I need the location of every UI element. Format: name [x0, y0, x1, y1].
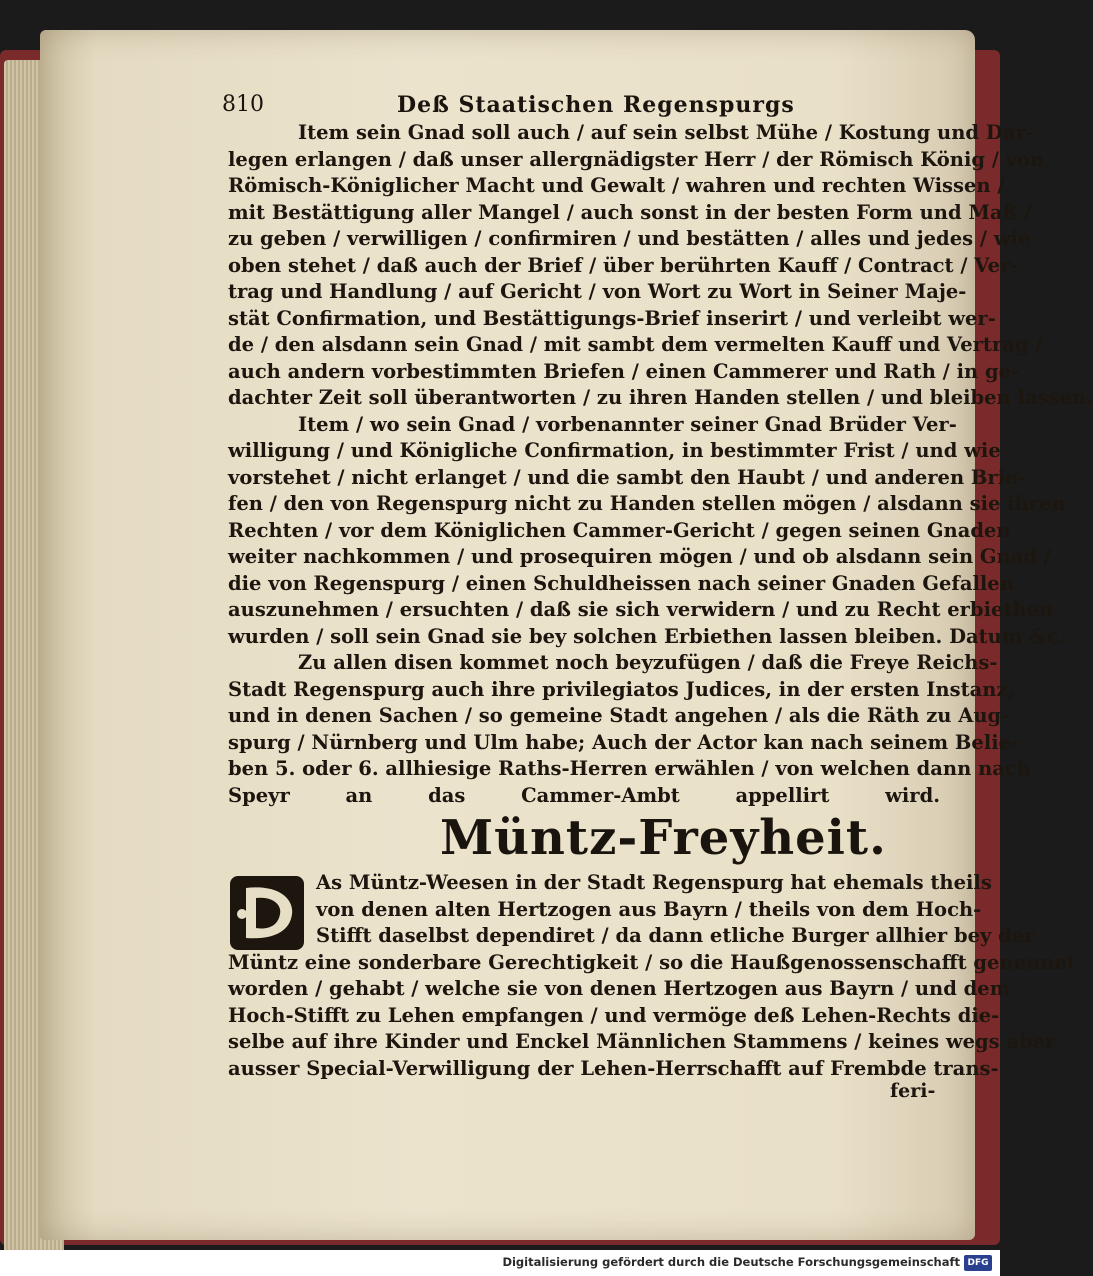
text-line: Zu allen disen kommet noch beyzufügen / daß die Freye Reichs-	[298, 651, 998, 674]
running-head: Deß Staatischen Regenspurgs	[397, 92, 795, 118]
text-line: Item sein Gnad soll auch / auf sein selbst Mühe / Kostung und Dar-	[298, 121, 1034, 144]
text-line: und in denen Sachen / so gemeine Stadt angehen / als die Räth zu Aug-	[228, 704, 1010, 727]
text-line: Müntz eine sonderbare Gerechtigkeit / so die Haußgenossenschafft genennet	[228, 950, 1076, 974]
text-line: wurden / soll sein Gnad sie bey solchen Erbiethen lassen bleiben. Datum &c.	[228, 624, 1066, 648]
footer-text: Digitalisierung gefördert durch die Deutsche Forschungsgemeinschaft	[502, 1255, 960, 1269]
catchword: feri-	[890, 1080, 936, 1102]
paragraph-3	[228, 650, 1031, 809]
text-line: zu geben / verwilligen / confirmiren / und bestätten / alles und jedes / wie	[228, 227, 1031, 250]
text-line: Stifft daselbst dependiret / da dann etliche Burger allhier bey der	[316, 924, 1035, 947]
paragraph-1	[228, 120, 1093, 412]
text-line: vorstehet / nicht erlanget / und die sambt den Haubt / und anderen Brie-	[228, 465, 1026, 489]
text-line: As Müntz-Weesen in der Stadt Regenspurg hat ehemals theils	[316, 871, 992, 894]
dfg-logo: DFG	[964, 1255, 992, 1271]
text-line: Stadt Regenspurg auch ihre privilegiatos Judices, in der ersten Instanz,	[228, 677, 1015, 701]
text-line: Römisch-Königlicher Macht und Gewalt / wahren und rechten Wissen /	[228, 174, 1005, 197]
text-line: auszunehmen / ersuchten / daß sie sich verwidern / und zu Recht erbiethen	[228, 598, 1054, 621]
text-line: de / den alsdann sein Gnad / mit sambt dem vermelten Kauff und Vertrag /	[228, 333, 1043, 356]
text-line: dachter Zeit soll überantworten / zu ihren Handen stellen / und bleiben lassen.	[228, 386, 1093, 409]
section-title: Müntz-Freyheit.	[440, 810, 887, 866]
text-line: spurg / Nürnberg und Ulm habe; Auch der Actor kan nach seinem Belie-	[228, 730, 1020, 754]
text-line: oben stehet / daß auch der Brief / über berührten Kauff / Contract / Ver-	[228, 253, 1019, 277]
digitization-footer	[0, 1250, 1000, 1276]
text-line: ausser Special-Verwilligung der Lehen-Herrschafft auf Frembde trans-	[228, 1056, 999, 1080]
text-line: Speyr an das Cammer-Ambt appellirt wird.	[228, 783, 940, 807]
page-header	[222, 92, 942, 122]
text-line: auch andern vorbestimmten Briefen / einen Cammerer und Rath / in ge-	[228, 359, 1020, 383]
text-line: Rechten / vor dem Königlichen Cammer-Gericht / gegen seinen Gnaden	[228, 518, 1011, 542]
text-line: weiter nachkommen / und prosequiren mögen / und ob alsdann sein Gnad /	[228, 545, 1051, 568]
text-line: stät Confirmation, und Bestättigungs-Brief inserirt / und verleibt wer-	[228, 306, 996, 330]
text-line: die von Regenspurg / einen Schuldheissen nach seiner Gnaden Gefallen	[228, 571, 1014, 595]
text-line: ben 5. oder 6. allhiesige Raths-Herren erwählen / von welchen dann nach	[228, 757, 1031, 780]
text-line: trag und Handlung / auf Gericht / von Wort zu Wort in Seiner Maje-	[228, 280, 967, 303]
text-line: fen / den von Regenspurg nicht zu Handen stellen mögen / alsdann sie ihren	[228, 492, 1066, 515]
text-line: von denen alten Hertzogen aus Bayrn / theils von dem Hoch-	[316, 897, 982, 921]
text-line: mit Bestättigung aller Mangel / auch sonst in der besten Form und Maß /	[228, 200, 1032, 224]
text-line: Hoch-Stifft zu Lehen empfangen / und vermöge deß Lehen-Rechts die-	[228, 1003, 1000, 1027]
page-number: 810	[222, 92, 264, 117]
decorated-initial	[228, 874, 306, 952]
paragraph-2	[228, 412, 1066, 651]
text-line: selbe auf ihre Kinder und Enckel Männlichen Stammens / keines wegs aber	[228, 1030, 1056, 1053]
main-text	[228, 120, 1093, 809]
section-paragraph	[228, 870, 1076, 1082]
text-line: willigung / und Königliche Confirmation, in bestimmter Frist / und wie	[228, 439, 1001, 462]
text-line: Item / wo sein Gnad / vorbenannter seiner Gnad Brüder Ver-	[298, 412, 957, 436]
section-body	[228, 870, 1076, 1082]
text-line: legen erlangen / daß unser allergnädigster Herr / der Römisch König / von	[228, 147, 1045, 171]
text-line: worden / gehabt / welche sie von denen Hertzogen aus Bayrn / und dem	[228, 977, 1011, 1000]
initial-letter: D	[262, 916, 272, 927]
